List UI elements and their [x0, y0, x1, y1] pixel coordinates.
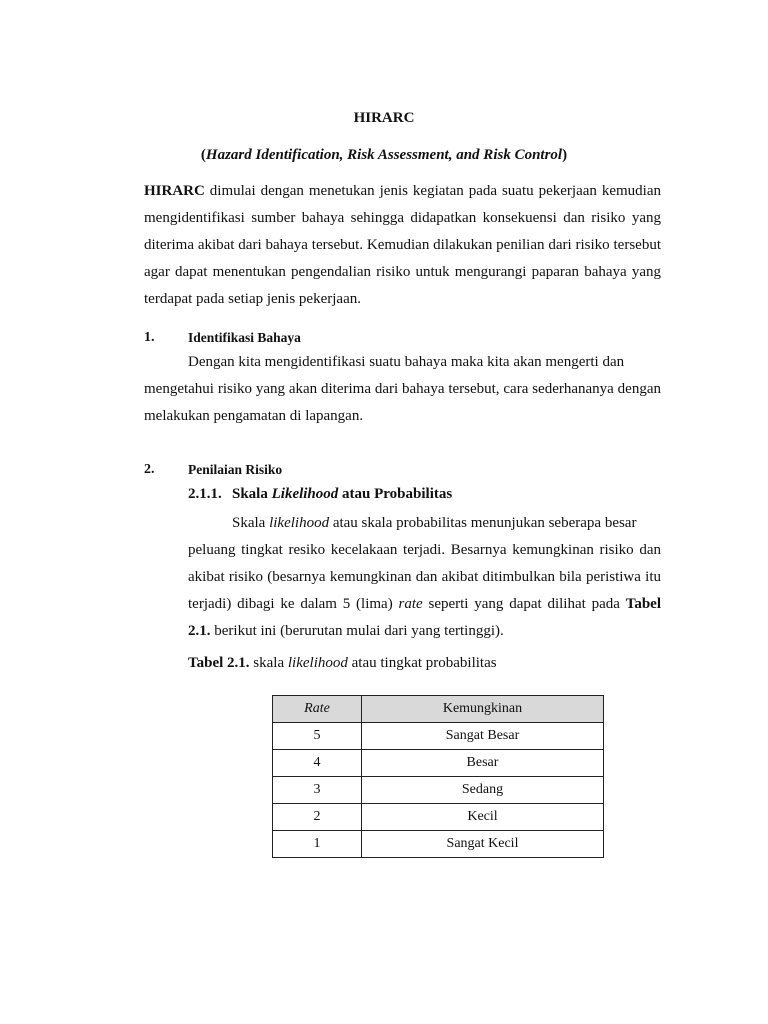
cell-kemungkinan: Sedang: [362, 777, 604, 804]
section1-para-line1: Dengan kita mengidentifikasi suatu bahaya maka kita akan mengerti dan: [188, 354, 625, 370]
subtitle-close-paren: ): [562, 147, 568, 163]
cell-rate: 3: [273, 777, 362, 804]
table-row: [273, 777, 604, 804]
cell-rate: 2: [273, 804, 362, 831]
header-rate-text: Rate: [304, 701, 330, 716]
intro-paragraph: [144, 178, 661, 313]
cell-rate: 5: [273, 723, 362, 750]
subsection-title-post: atau Probabilitas: [338, 486, 453, 502]
intro-text: dimulai dengan menetukan jenis kegiatan pada suatu pekerjaan kemudian mengidentifikasi sumber bahaya sehingga didapatkan konsekuensi dan risiko yang diterima akibat dari bahaya tersebut. Kemudian dilakukan penilian dari risiko tersebut agar dapat menentukan pengendalian risiko untuk mengurangi paparan bahaya yang terdapat pada setiap jenis pekerjaan.: [144, 183, 661, 307]
cell-kemungkinan: Kecil: [362, 804, 604, 831]
table-row: [273, 831, 604, 858]
para-text-f: seperti yang dapat dilihat pada: [422, 596, 626, 612]
table-caption: [188, 655, 497, 672]
para-text-g: Tabel 2.1.: [188, 596, 661, 639]
subtitle-open-paren: (: [200, 147, 206, 163]
para-text-e: rate: [398, 596, 423, 612]
likelihood-table: [272, 695, 604, 858]
caption-text-italic: likelihood: [287, 655, 348, 671]
intro-bold-term: HIRARC: [144, 183, 205, 199]
subtitle-text: Hazard Identification, Risk Assessment, and Risk Control: [205, 147, 563, 163]
table-row: [273, 723, 604, 750]
para-text-d: peluang tingkat resiko kecelakaan terjadi. Besarnya kemungkinan risiko dan akibat risiko (besarnya kemungkinan dan akibat ditimbulkan bila peristiwa itu terjadi) dibagi ke dalam 5 (lima): [188, 542, 661, 612]
table-row: [273, 750, 604, 777]
section1-number: 1.: [144, 330, 155, 345]
para-text-a: Skala: [232, 515, 270, 531]
section2-para-line1: [188, 510, 661, 537]
caption-text-b: atau tingkat probabilitas: [347, 655, 497, 671]
section1-title: Identifikasi Bahaya: [188, 330, 301, 345]
subsection-heading: [188, 486, 452, 503]
para-text-c: atau skala probabilitas menunjukan seberapa besar: [329, 515, 637, 531]
section1-para-rest: mengetahui risiko yang akan diterima dari bahaya tersebut, cara sederhananya dengan melakukan pengamatan di lapangan.: [144, 381, 661, 424]
document-subtitle: [0, 147, 768, 164]
table-row: [273, 804, 604, 831]
cell-rate: 4: [273, 750, 362, 777]
para-text-b: likelihood: [269, 515, 330, 531]
subsection-title-italic: Likelihood: [271, 486, 339, 502]
section2-paragraph: [188, 510, 661, 645]
section2-title: Penilaian Risiko: [188, 462, 283, 477]
caption-text-a: skala: [249, 655, 288, 671]
cell-kemungkinan: Sangat Besar: [362, 723, 604, 750]
section2-number: 2.: [144, 462, 155, 477]
table-header-row: [273, 696, 604, 723]
header-rate: [273, 696, 362, 723]
cell-rate: 1: [273, 831, 362, 858]
section1-paragraph: [144, 349, 661, 430]
para-text-h: berikut ini (berurutan mulai dari yang tertinggi).: [210, 623, 504, 639]
cell-kemungkinan: Sangat Kecil: [362, 831, 604, 858]
document-title: HIRARC: [353, 110, 415, 126]
header-kemungkinan: Kemungkinan: [362, 696, 604, 723]
caption-label: Tabel 2.1.: [188, 655, 250, 671]
subsection-title-pre: Skala: [232, 486, 272, 502]
subsection-number: 2.1.1.: [188, 486, 222, 502]
cell-kemungkinan: Besar: [362, 750, 604, 777]
